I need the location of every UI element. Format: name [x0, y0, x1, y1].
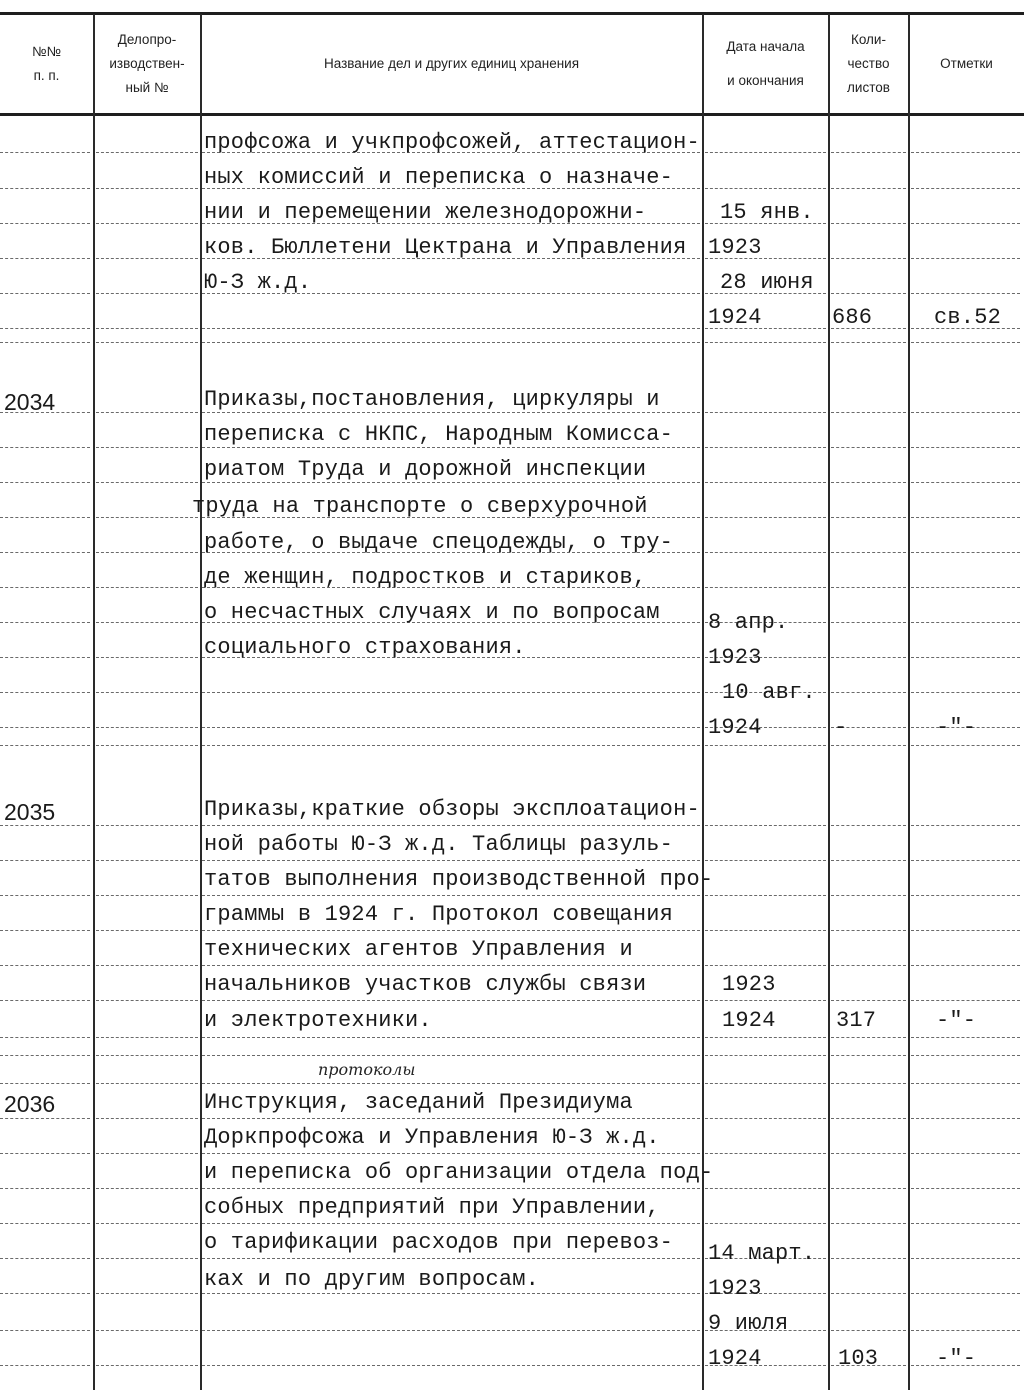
ruled-line [705, 1153, 826, 1154]
ruled-line [911, 552, 1020, 553]
ruled-line [0, 482, 90, 483]
ruled-line [202, 328, 700, 329]
ruled-line [705, 1083, 826, 1084]
ruled-line [831, 692, 906, 693]
entry-title-line: труда на транспорте о сверхурочной [192, 494, 648, 519]
ruled-line [0, 517, 90, 518]
entry-title-line: собных предприятий при Управлении, [204, 1195, 660, 1220]
header-col-sheets [829, 16, 908, 112]
ruled-line [0, 895, 90, 896]
ruled-line [831, 825, 906, 826]
ruled-line [96, 930, 198, 931]
ruled-line [911, 258, 1020, 259]
header-text: п. п. [33, 68, 60, 83]
ruled-line [96, 1037, 198, 1038]
ruled-line [96, 412, 198, 413]
ruled-line [0, 152, 90, 153]
entry-title-line: и переписка об организации отдела под- [204, 1160, 714, 1185]
ruled-line [831, 517, 906, 518]
ruled-line [911, 587, 1020, 588]
ruled-line [0, 587, 90, 588]
header-text: изводствен- [109, 56, 185, 71]
ruled-line [96, 552, 198, 553]
entry-notes: -"- [936, 1008, 977, 1033]
ruled-line [911, 1188, 1020, 1189]
entry-title-line: Доркпрофсожа и Управления Ю-З ж.д. [204, 1125, 660, 1150]
ruled-line [0, 1223, 90, 1224]
header-col-dates [703, 16, 828, 112]
ruled-line [911, 860, 1020, 861]
ruled-line [911, 517, 1020, 518]
entry-date-end-year: 1924 [708, 1346, 762, 1371]
ruled-line [0, 552, 90, 553]
entry-date-start-day: 14 март. [708, 1241, 816, 1266]
ruled-line [705, 1118, 826, 1119]
ruled-line [911, 447, 1020, 448]
ruled-line [96, 727, 198, 728]
ruled-line [911, 1118, 1020, 1119]
ruled-line [831, 745, 906, 746]
ruled-line [911, 412, 1020, 413]
entry-notes: -"- [936, 1346, 977, 1371]
ruled-line [96, 965, 198, 966]
ruled-line [0, 188, 90, 189]
header-col-number [0, 16, 93, 112]
ruled-line [831, 293, 906, 294]
ruled-line [0, 258, 90, 259]
ruled-line [202, 745, 700, 746]
ruled-line [705, 342, 826, 343]
ruled-line [831, 447, 906, 448]
ruled-line [0, 328, 90, 329]
entry-date-start-year: 1923 [708, 235, 762, 260]
ruled-line [0, 223, 90, 224]
ruled-line [911, 1000, 1020, 1001]
ruled-line [96, 1188, 198, 1189]
ruled-line [96, 1365, 198, 1366]
header-text: Дата начала [726, 39, 805, 54]
ruled-line [831, 1330, 906, 1331]
header-text: Отметки [940, 56, 993, 71]
ruled-line [831, 342, 906, 343]
ruled-line [96, 1153, 198, 1154]
ruled-line [831, 412, 906, 413]
ruled-line [911, 622, 1020, 623]
entry-title-line: граммы в 1924 г. Протокол совещания [204, 902, 674, 927]
ruled-line [96, 1330, 198, 1331]
entry-title-line: о несчастных случаях и по вопросам [204, 600, 660, 625]
header-col-notes [909, 16, 1024, 112]
ruled-line [831, 258, 906, 259]
ruled-line [705, 412, 826, 413]
ruled-line [202, 1365, 700, 1366]
header-top-rule [0, 12, 1024, 15]
ruled-line [705, 482, 826, 483]
ruled-line [0, 860, 90, 861]
ruled-line [0, 1330, 90, 1331]
ruled-line [831, 223, 906, 224]
entry-number: 2035 [4, 799, 56, 825]
ruled-line [96, 1223, 198, 1224]
ruled-line [705, 860, 826, 861]
ruled-line [831, 930, 906, 931]
ruled-line [0, 1000, 90, 1001]
ruled-line [0, 745, 90, 746]
ruled-line [96, 1293, 198, 1294]
ruled-line [911, 152, 1020, 153]
ruled-line [831, 1000, 906, 1001]
handwritten-insert: протоколы [318, 1060, 416, 1079]
entry-title-line: татов выполнения производственной про- [204, 867, 714, 892]
ruled-line [831, 895, 906, 896]
ruled-line [96, 258, 198, 259]
ruled-line [911, 692, 1020, 693]
ruled-line [705, 895, 826, 896]
entry-title-line: Ю-З ж.д. [204, 270, 312, 295]
ruled-line [911, 965, 1020, 966]
ruled-line [0, 1365, 90, 1366]
ruled-line [911, 188, 1020, 189]
ruled-line [705, 587, 826, 588]
ruled-line [96, 895, 198, 896]
ruled-line [96, 152, 198, 153]
ruled-line [96, 692, 198, 693]
header-col-office-number [94, 16, 200, 112]
ruled-line [831, 152, 906, 153]
ruled-line [705, 517, 826, 518]
entry-date-start-day: 8 апр. [708, 610, 789, 635]
header-text: №№ [32, 44, 61, 59]
ruled-line [0, 727, 90, 728]
ruled-line [202, 692, 700, 693]
ruled-line [911, 930, 1020, 931]
ruled-line [911, 1153, 1020, 1154]
entry-title-line: ках и по другим вопросам. [204, 1267, 540, 1292]
ruled-line [705, 447, 826, 448]
ruled-line [96, 860, 198, 861]
entry-number: 2036 [4, 1091, 56, 1117]
ruled-line [831, 1118, 906, 1119]
entry-title-line: работе, о выдаче спецодежды, о тру- [204, 530, 674, 555]
ruled-line [831, 482, 906, 483]
ruled-line [831, 965, 906, 966]
ruled-line [96, 657, 198, 658]
entry-date-start-year: 1923 [708, 1276, 762, 1301]
ruled-line [96, 1118, 198, 1119]
ruled-line [705, 930, 826, 931]
ruled-line [0, 1258, 90, 1259]
entry-date-start-year: 1923 [708, 645, 762, 670]
ruled-line [0, 657, 90, 658]
ruled-line [705, 1188, 826, 1189]
ruled-line [911, 1083, 1020, 1084]
column-divider [828, 14, 830, 1390]
ruled-line [831, 1188, 906, 1189]
ruled-line [831, 552, 906, 553]
ruled-line [0, 965, 90, 966]
column-divider [93, 14, 95, 1390]
ruled-line [705, 188, 826, 189]
ruled-line [831, 1293, 906, 1294]
entry-date-end-day: 10 авг. [722, 680, 816, 705]
entry-title-line: и электротехники. [204, 1008, 432, 1033]
entry-title-line: нии и перемещении железнодорожни- [204, 200, 647, 225]
ruled-line [202, 727, 700, 728]
ruled-line [911, 342, 1020, 343]
ruled-line [705, 1055, 826, 1056]
entry-date-start-year: 1923 [722, 972, 776, 997]
header-text: чество [847, 56, 890, 71]
header-text: Коли- [850, 32, 886, 47]
entry-title-line: начальников участков службы связи [204, 972, 647, 997]
ruled-line [0, 293, 90, 294]
ruled-line [96, 622, 198, 623]
header-text: листов [847, 80, 890, 95]
ruled-line [705, 1223, 826, 1224]
ruled-line [705, 152, 826, 153]
ruled-line [0, 1293, 90, 1294]
entry-date-end-year: 1924 [708, 715, 762, 740]
ruled-line [831, 1153, 906, 1154]
entry-title-line: ной работы Ю-З ж.д. Таблицы разуль- [204, 832, 674, 857]
entry-title-line: о тарификации расходов при перевоз- [204, 1230, 674, 1255]
header-text: ный № [125, 80, 169, 95]
entry-title-line: Приказы,постановления, циркуляры и [204, 387, 660, 412]
ruled-line [705, 552, 826, 553]
entry-sheet-count: - [834, 715, 848, 740]
ruled-line [96, 825, 198, 826]
ruled-line [0, 692, 90, 693]
ruled-line [911, 223, 1020, 224]
entry-date-end-day: 28 июня [720, 270, 814, 295]
entry-title-line: социального страхования. [204, 635, 526, 660]
ruled-line [705, 745, 826, 746]
ruled-line [831, 622, 906, 623]
entry-date-end-year: 1924 [708, 305, 762, 330]
ruled-line [911, 482, 1020, 483]
ruled-line [96, 517, 198, 518]
entry-title-line: риатом Труда и дорожной инспекции [204, 457, 647, 482]
ruled-line [96, 587, 198, 588]
ruled-line [0, 342, 90, 343]
ruled-line [96, 342, 198, 343]
entry-title-line: Инструкция, заседаний Президиума [204, 1090, 633, 1115]
ruled-line [96, 188, 198, 189]
ruled-line [911, 1293, 1020, 1294]
ruled-line [0, 1055, 90, 1056]
entry-sheet-count: 686 [832, 305, 873, 330]
entry-date-end-year: 1924 [722, 1008, 776, 1033]
column-divider [200, 14, 202, 1390]
ruled-line [0, 1188, 90, 1189]
ruled-line [831, 1258, 906, 1259]
entry-title-line: де женщин, подростков и стариков, [204, 565, 647, 590]
ruled-line [0, 1083, 90, 1084]
ruled-line [911, 657, 1020, 658]
ruled-line [831, 860, 906, 861]
entry-notes: -"- [936, 715, 977, 740]
ruled-line [96, 745, 198, 746]
ruled-line [911, 1055, 1020, 1056]
header-text: и окончания [727, 73, 804, 88]
column-divider [908, 14, 910, 1390]
entry-title-line: технических агентов Управления и [204, 937, 633, 962]
ruled-line [705, 825, 826, 826]
ruled-line [96, 1258, 198, 1259]
ruled-line [0, 447, 90, 448]
ruled-line [831, 587, 906, 588]
entry-title-line: ков. Бюллетени Цектрана и Управления [204, 235, 687, 260]
ruled-line [831, 188, 906, 189]
ruled-line [96, 447, 198, 448]
header-col-title [201, 16, 702, 112]
ruled-line [911, 825, 1020, 826]
ruled-line [831, 657, 906, 658]
ruled-line [96, 1083, 198, 1084]
ruled-line [96, 328, 198, 329]
ruled-line [202, 1083, 700, 1084]
entry-sheet-count: 317 [836, 1008, 877, 1033]
entry-title-line: профсожа и учкпрофсожей, аттестацион- [204, 130, 700, 155]
ruled-line [0, 930, 90, 931]
ruled-line [911, 745, 1020, 746]
ruled-line [911, 293, 1020, 294]
ruled-line [96, 223, 198, 224]
header-bottom-rule [0, 113, 1024, 116]
entry-title-line: переписка с НКПС, Народным Комисса- [204, 422, 674, 447]
ruled-line [96, 293, 198, 294]
entry-date-start-day: 15 янв. [720, 200, 814, 225]
ruled-line [911, 1330, 1020, 1331]
ruled-line [202, 1330, 700, 1331]
ruled-line [831, 1223, 906, 1224]
entry-sheet-count: 103 [838, 1346, 879, 1371]
header-text: Название дел и других единиц хранения [323, 56, 580, 71]
ruled-line [96, 482, 198, 483]
ruled-line [96, 1055, 198, 1056]
header-text: Делопро- [117, 32, 177, 47]
ruled-line [0, 1153, 90, 1154]
ruled-line [202, 1055, 700, 1056]
ruled-line [96, 1000, 198, 1001]
entry-title-line: ных комиссий и переписка о назначе- [204, 165, 674, 190]
ruled-line [911, 895, 1020, 896]
ruled-line [831, 1083, 906, 1084]
entry-number: 2034 [4, 389, 56, 415]
entry-notes: св.52 [934, 305, 1002, 330]
ruled-line [202, 342, 700, 343]
ruled-line [705, 965, 826, 966]
ruled-line [911, 1223, 1020, 1224]
entry-date-end-day: 9 июля [708, 1311, 789, 1336]
ruled-line [911, 1258, 1020, 1259]
ruled-line [831, 1055, 906, 1056]
ruled-line [0, 622, 90, 623]
ruled-line [0, 1037, 90, 1038]
entry-title-line: Приказы,краткие обзоры эксплоатацион- [204, 797, 700, 822]
